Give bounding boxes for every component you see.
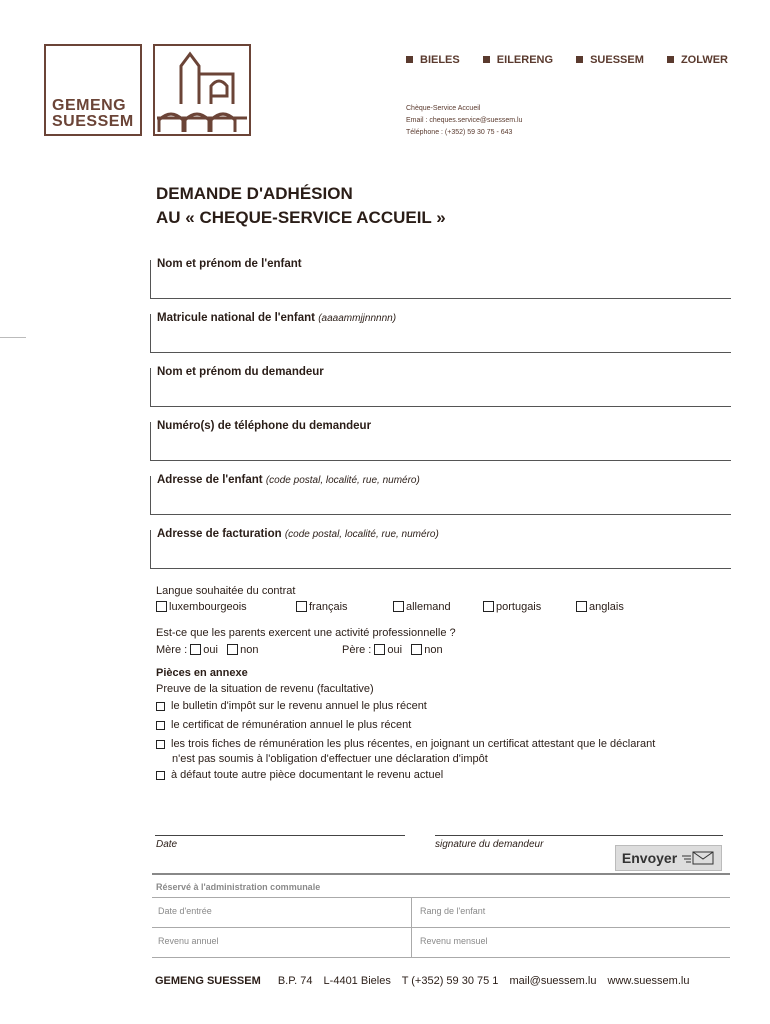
language-option-anglais[interactable]: anglais — [576, 601, 624, 613]
fold-mark — [0, 337, 26, 338]
language-option-allemand[interactable]: allemand — [393, 601, 451, 613]
checkbox[interactable] — [156, 601, 167, 612]
applicant-name-label: Nom et prénom du demandeur — [157, 366, 324, 378]
emblem-graphic — [155, 46, 249, 134]
child-matricule-field[interactable] — [150, 314, 731, 353]
admin-rang: Rang de l'enfant — [420, 906, 486, 916]
annex-item-fiches[interactable]: les trois fiches de rémunération les plus récentes, en joignant un certificat attestant que le déclarant — [156, 738, 655, 750]
logo-text — [52, 98, 134, 130]
footer-email[interactable]: mail@suessem.lu — [509, 975, 597, 987]
pere-label: Père : — [342, 644, 372, 656]
admin-column-divider — [411, 897, 412, 957]
mere-row — [156, 644, 258, 656]
contact-phone: Téléphone : (+352) 59 30 75 - 643 — [406, 129, 513, 136]
mere-oui-checkbox[interactable] — [190, 644, 201, 655]
annex-item-certificat[interactable]: le certificat de rémunération annuel le plus récent — [156, 719, 411, 731]
checkbox[interactable] — [156, 771, 165, 780]
annexes-subtitle: Preuve de la situation de revenu (facultative) — [156, 683, 374, 695]
footer-org: GEMENG SUESSEM — [155, 975, 261, 987]
billing-address-label: Adresse de facturation — [157, 528, 282, 540]
language-option-portugais[interactable]: portugais — [483, 601, 541, 613]
annexes-title: Pièces en annexe — [156, 667, 248, 679]
mere-non-checkbox[interactable] — [227, 644, 238, 655]
pere-non-checkbox[interactable] — [411, 644, 422, 655]
child-address-label: Adresse de l'enfant — [157, 474, 263, 486]
checkbox[interactable] — [576, 601, 587, 612]
language-option-luxembourgeois[interactable]: luxembourgeois — [156, 601, 247, 613]
admin-title: Réservé à l'administration communale — [156, 882, 321, 892]
applicant-phone-field[interactable] — [150, 422, 731, 461]
form-title — [156, 182, 446, 230]
nav-item-suessem: SUESSEM — [576, 54, 644, 66]
pere-non-label: non — [424, 644, 443, 656]
commune-nav — [406, 54, 728, 66]
logo-emblem-icon — [153, 44, 251, 136]
contact-service: Chèque-Service Accueil — [406, 105, 481, 112]
admin-revenu-annuel: Revenu annuel — [158, 936, 219, 946]
language-question: Langue souhaitée du contrat — [156, 585, 296, 597]
annex-item-autre[interactable]: à défaut toute autre pièce documentant le revenu actuel — [156, 769, 443, 781]
municipality-logo — [44, 44, 142, 136]
footer-phone: T (+352) 59 30 75 1 — [401, 975, 499, 987]
admin-separator — [152, 873, 730, 875]
send-button[interactable]: Envoyer — [615, 845, 722, 871]
footer-bp: B.P. 74 — [277, 975, 313, 987]
form-title-line1: DEMANDE D'ADHÉSION — [156, 184, 353, 203]
date-label: Date — [156, 839, 178, 850]
checkbox[interactable] — [156, 702, 165, 711]
nav-item-eilereng: EILERENG — [483, 54, 553, 66]
mere-label: Mère : — [156, 644, 188, 656]
annex-item-bulletin[interactable]: le bulletin d'impôt sur le revenu annuel le plus récent — [156, 700, 427, 712]
child-address-field[interactable] — [150, 476, 731, 515]
billing-address-hint: (code postal, localité, rue, numéro) — [284, 529, 439, 540]
child-matricule-label: Matricule national de l'enfant — [157, 312, 316, 324]
envelope-icon — [681, 850, 715, 866]
admin-revenu-mensuel: Revenu mensuel — [420, 936, 488, 946]
signature-line[interactable] — [435, 835, 723, 836]
admin-rule-top — [152, 897, 730, 898]
checkbox[interactable] — [393, 601, 404, 612]
mere-non-label: non — [240, 644, 259, 656]
applicant-name-field[interactable] — [150, 368, 731, 407]
language-option-francais[interactable]: français — [296, 601, 348, 613]
nav-item-zolwer: ZOLWER — [667, 54, 728, 66]
admin-rule-bottom — [152, 957, 730, 958]
form-title-line2: AU « CHEQUE-SERVICE ACCUEIL » — [156, 208, 446, 227]
checkbox[interactable] — [296, 601, 307, 612]
admin-rule-middle — [152, 927, 730, 928]
logo-text-line2: SUESSEM — [52, 113, 134, 130]
mere-oui-label: oui — [203, 644, 218, 656]
contact-email: Email : cheques.service@suessem.lu — [406, 117, 523, 124]
nav-item-bieles: BIELES — [406, 54, 460, 66]
child-name-field[interactable] — [150, 260, 731, 299]
pere-row — [342, 644, 443, 656]
child-address-hint: (code postal, localité, rue, numéro) — [265, 475, 420, 486]
date-line[interactable] — [155, 835, 405, 836]
matricule-hint: (aaaammjjnnnnn) — [318, 313, 397, 324]
admin-date-entree: Date d'entrée — [158, 906, 212, 916]
checkbox[interactable] — [156, 721, 165, 730]
billing-address-field[interactable] — [150, 530, 731, 569]
footer-address: L-4401 Bieles — [323, 975, 391, 987]
checkbox[interactable] — [156, 740, 165, 749]
footer — [155, 975, 697, 987]
child-name-label: Nom et prénom de l'enfant — [157, 258, 302, 270]
logo-text-line1: GEMENG — [52, 97, 127, 114]
footer-web[interactable]: www.suessem.lu — [607, 975, 690, 987]
pere-oui-checkbox[interactable] — [374, 644, 385, 655]
applicant-phone-label: Numéro(s) de téléphone du demandeur — [157, 420, 372, 432]
parents-question: Est-ce que les parents exercent une activité professionnelle ? — [156, 627, 456, 639]
checkbox[interactable] — [483, 601, 494, 612]
annex-item-fiches-cont: n'est pas soumis à l'obligation d'effectuer une déclaration d'impôt — [172, 753, 488, 765]
contact-info — [406, 103, 522, 139]
signature-label: signature du demandeur — [435, 839, 544, 850]
pere-oui-label: oui — [387, 644, 403, 656]
